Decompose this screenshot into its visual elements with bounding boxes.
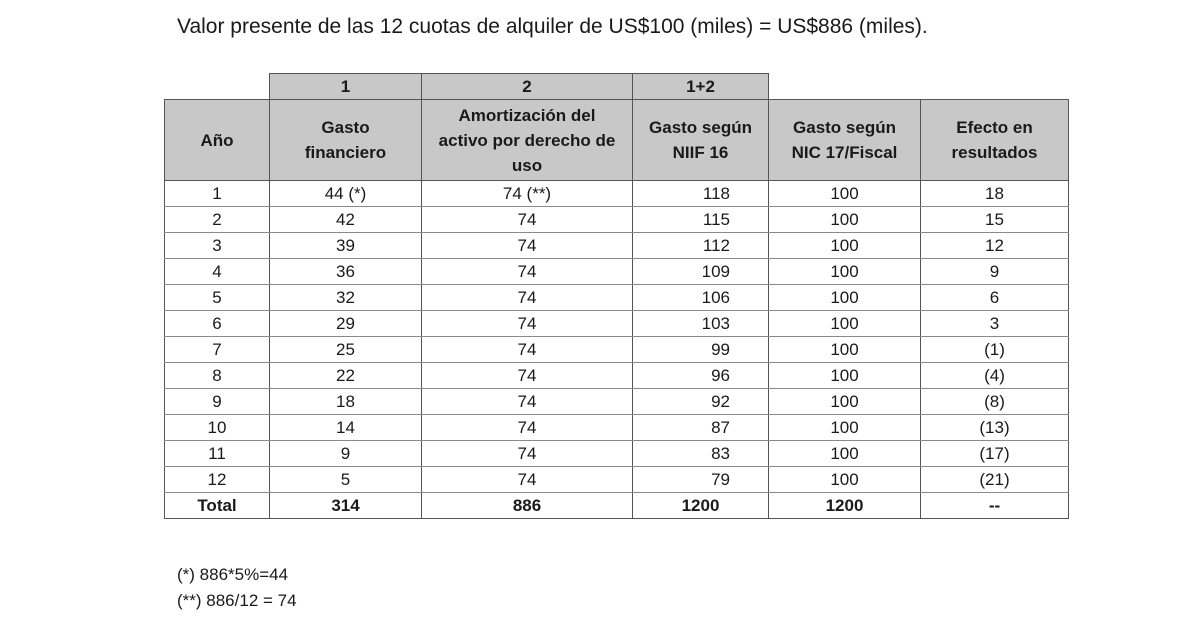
total-financial-expense-cell: 314 [270,493,422,519]
group-header-blank [165,74,270,100]
table-row [165,363,1069,389]
column-header-year: Año [165,100,270,181]
table-row [165,207,1069,233]
financial-expense-cell: 18 [270,389,422,415]
group-header-cell: 1+2 [633,74,769,100]
year-cell: 5 [165,285,270,311]
total-row [165,493,1069,519]
column-header-amortization [422,100,633,181]
table-row [165,259,1069,285]
column-header-text: Efecto en resultados [951,118,1038,162]
financial-expense-cell: 44 (*) [270,181,422,207]
page-title: Valor presente de las 12 cuotas de alquiler de US$100 (miles) = US$886 (miles). [177,15,928,38]
table-row [165,441,1069,467]
column-header-financial-expense [270,100,422,181]
result-effect-cell: 12 [921,233,1069,259]
niif16-expense-cell: 118 [633,181,769,207]
column-header-text: Amortización del activo por derecho de uso [438,105,616,175]
year-cell: 4 [165,259,270,285]
total-result-effect-cell: -- [921,493,1069,519]
niif16-expense-cell: 112 [633,233,769,259]
amortization-cell: 74 [422,233,633,259]
table-row [165,311,1069,337]
table-row [165,233,1069,259]
result-effect-cell: 9 [921,259,1069,285]
column-header-text: Gasto según NIC 17/Fiscal [791,118,898,162]
nic17-expense-cell: 100 [769,285,921,311]
table-row [165,389,1069,415]
financial-expense-cell: 22 [270,363,422,389]
niif16-expense-cell: 106 [633,285,769,311]
financial-expense-cell: 9 [270,441,422,467]
amortization-cell: 74 (**) [422,181,633,207]
nic17-expense-cell: 100 [769,363,921,389]
result-effect-cell: (4) [921,363,1069,389]
nic17-expense-cell: 100 [769,181,921,207]
amortization-cell: 74 [422,363,633,389]
total-amortization-cell: 886 [422,493,633,519]
financial-expense-cell: 14 [270,415,422,441]
niif16-expense-cell: 96 [633,363,769,389]
table-row [165,337,1069,363]
total-year-cell: Total [165,493,270,519]
column-header-niif16-expense [633,100,769,181]
year-cell: 7 [165,337,270,363]
group-header-cell: 1 [270,74,422,100]
table-row [165,415,1069,441]
financial-expense-cell: 25 [270,337,422,363]
nic17-expense-cell: 100 [769,311,921,337]
group-header-blank [921,74,1069,100]
column-header-row [165,100,1069,181]
financial-expense-cell: 32 [270,285,422,311]
result-effect-cell: (21) [921,467,1069,493]
year-cell: 1 [165,181,270,207]
niif16-expense-cell: 92 [633,389,769,415]
amortization-cell: 74 [422,311,633,337]
niif16-expense-cell: 79 [633,467,769,493]
financial-expense-cell: 5 [270,467,422,493]
nic17-expense-cell: 100 [769,415,921,441]
amortization-cell: 74 [422,389,633,415]
year-cell: 10 [165,415,270,441]
nic17-expense-cell: 100 [769,441,921,467]
result-effect-cell: (13) [921,415,1069,441]
amortization-cell: 74 [422,441,633,467]
year-cell: 11 [165,441,270,467]
year-cell: 8 [165,363,270,389]
year-cell: 3 [165,233,270,259]
nic17-expense-cell: 100 [769,259,921,285]
amortization-cell: 74 [422,259,633,285]
nic17-expense-cell: 100 [769,233,921,259]
nic17-expense-cell: 100 [769,337,921,363]
amortization-cell: 74 [422,467,633,493]
total-nic17-expense-cell: 1200 [769,493,921,519]
niif16-expense-cell: 83 [633,441,769,467]
group-header-blank [769,74,921,100]
niif16-expense-cell: 115 [633,207,769,233]
financial-expense-cell: 39 [270,233,422,259]
niif16-expense-cell: 99 [633,337,769,363]
financial-expense-cell: 36 [270,259,422,285]
group-header-cell: 2 [422,74,633,100]
footnote: (*) 886*5%=44 [177,565,289,584]
nic17-expense-cell: 100 [769,467,921,493]
financial-expense-cell: 42 [270,207,422,233]
column-header-result-effect [921,100,1069,181]
nic17-expense-cell: 100 [769,389,921,415]
result-effect-cell: 15 [921,207,1069,233]
financial-expense-cell: 29 [270,311,422,337]
amortization-cell: 74 [422,337,633,363]
lease-expense-table [164,73,1069,519]
result-effect-cell: (17) [921,441,1069,467]
amortization-cell: 74 [422,285,633,311]
footnotes [177,562,297,614]
column-header-text: Gasto financiero [304,118,387,162]
year-cell: 6 [165,311,270,337]
year-cell: 2 [165,207,270,233]
niif16-expense-cell: 109 [633,259,769,285]
group-header-row [165,74,1069,100]
year-cell: 9 [165,389,270,415]
total-niif16-expense-cell: 1200 [633,493,769,519]
niif16-expense-cell: 103 [633,311,769,337]
amortization-cell: 74 [422,207,633,233]
year-cell: 12 [165,467,270,493]
niif16-expense-cell: 87 [633,415,769,441]
result-effect-cell: 3 [921,311,1069,337]
result-effect-cell: 6 [921,285,1069,311]
column-header-nic17-expense [769,100,921,181]
footnote: (**) 886/12 = 74 [177,591,297,610]
nic17-expense-cell: 100 [769,207,921,233]
result-effect-cell: 18 [921,181,1069,207]
result-effect-cell: (1) [921,337,1069,363]
amortization-cell: 74 [422,415,633,441]
column-header-text: Gasto según NIIF 16 [649,118,752,162]
result-effect-cell: (8) [921,389,1069,415]
table-row [165,467,1069,493]
table-row [165,285,1069,311]
table-row [165,181,1069,207]
